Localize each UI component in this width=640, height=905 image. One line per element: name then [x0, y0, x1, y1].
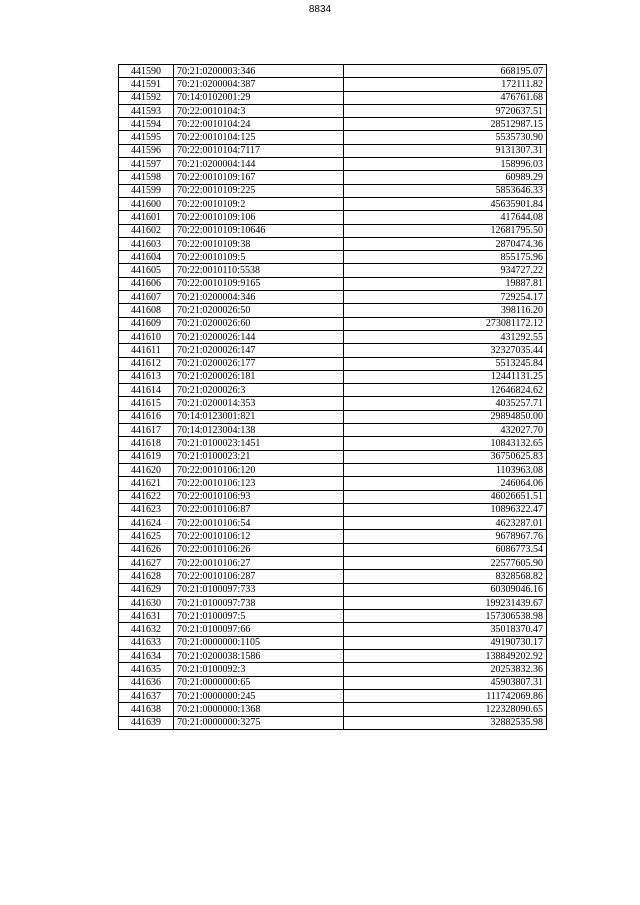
row-number: 441601	[119, 211, 174, 224]
table-row	[119, 570, 547, 583]
row-number: 441613	[119, 370, 174, 383]
cadastral-number: 70:22:0010109:38	[174, 237, 344, 250]
cadastral-number: 70:22:0010104:24	[174, 118, 344, 131]
row-number: 441590	[119, 65, 174, 78]
row-number: 441610	[119, 330, 174, 343]
cadastral-number: 70:21:0200026:3	[174, 384, 344, 397]
value: 28512987.15	[344, 118, 547, 131]
row-number: 441620	[119, 463, 174, 476]
cadastral-number: 70:22:0010109:5	[174, 251, 344, 264]
value: 45903807.31	[344, 676, 547, 689]
table-body	[119, 65, 547, 730]
row-number: 441593	[119, 104, 174, 117]
value: 45635901.84	[344, 197, 547, 210]
table-row	[119, 463, 547, 476]
table-row	[119, 384, 547, 397]
cadastral-number: 70:22:0010104:7117	[174, 144, 344, 157]
table-row	[119, 118, 547, 131]
cadastral-number: 70:22:0010109:2	[174, 197, 344, 210]
table-row	[119, 237, 547, 250]
table-row	[119, 424, 547, 437]
value: 855175.96	[344, 251, 547, 264]
cadastral-number: 70:21:0100097:738	[174, 596, 344, 609]
row-number: 441598	[119, 171, 174, 184]
cadastral-number: 70:21:0200004:346	[174, 291, 344, 304]
row-number: 441629	[119, 583, 174, 596]
value: 4623287.01	[344, 517, 547, 530]
table-row	[119, 65, 547, 78]
cadastral-number: 70:21:0100023:21	[174, 450, 344, 463]
value: 4035257.71	[344, 397, 547, 410]
table-row	[119, 211, 547, 224]
row-number: 441633	[119, 636, 174, 649]
value: 246064.06	[344, 477, 547, 490]
value: 9678967.76	[344, 530, 547, 543]
value: 122328090.65	[344, 703, 547, 716]
value: 476761.68	[344, 91, 547, 104]
row-number: 441617	[119, 424, 174, 437]
cadastral-number: 70:14:0123001:821	[174, 410, 344, 423]
value: 12646824.62	[344, 384, 547, 397]
value: 36750625.83	[344, 450, 547, 463]
table-row	[119, 224, 547, 237]
cadastral-number: 70:14:0123004:138	[174, 424, 344, 437]
cadastral-number: 70:21:0000000:1368	[174, 703, 344, 716]
cadastral-number: 70:22:0010109:106	[174, 211, 344, 224]
row-number: 441636	[119, 676, 174, 689]
value: 49190730.17	[344, 636, 547, 649]
row-number: 441638	[119, 703, 174, 716]
cadastral-number: 70:21:0200004:144	[174, 158, 344, 171]
cadastral-number: 70:22:0010106:123	[174, 477, 344, 490]
table-row	[119, 437, 547, 450]
value: 8328568.82	[344, 570, 547, 583]
table-row	[119, 650, 547, 663]
table-row	[119, 450, 547, 463]
value: 60989.29	[344, 171, 547, 184]
cadastral-number: 70:21:0000000:3275	[174, 716, 344, 729]
table-row	[119, 716, 547, 729]
row-number: 441625	[119, 530, 174, 543]
value: 60309046.16	[344, 583, 547, 596]
value: 172111.82	[344, 78, 547, 91]
row-number: 441600	[119, 197, 174, 210]
cadastral-number: 70:21:0200026:177	[174, 357, 344, 370]
row-number: 441603	[119, 237, 174, 250]
value: 9131307.31	[344, 144, 547, 157]
cadastral-number: 70:21:0200003:346	[174, 65, 344, 78]
cadastral-number: 70:21:0000000:1105	[174, 636, 344, 649]
cadastral-number: 70:22:0010106:26	[174, 543, 344, 556]
row-number: 441634	[119, 650, 174, 663]
row-number: 441632	[119, 623, 174, 636]
table-row	[119, 663, 547, 676]
value: 138849202.92	[344, 650, 547, 663]
value: 273081172.12	[344, 317, 547, 330]
table-row	[119, 91, 547, 104]
cadastral-number: 70:21:0100097:66	[174, 623, 344, 636]
cadastral-number: 70:22:0010106:27	[174, 556, 344, 569]
table-row	[119, 277, 547, 290]
table-row	[119, 477, 547, 490]
cadastral-number: 70:22:0010110:5538	[174, 264, 344, 277]
table-row	[119, 197, 547, 210]
cadastral-number: 70:21:0100023:1451	[174, 437, 344, 450]
table-row	[119, 158, 547, 171]
table-row	[119, 490, 547, 503]
row-number: 441616	[119, 410, 174, 423]
cadastral-number: 70:21:0200038:1586	[174, 650, 344, 663]
value: 432027.70	[344, 424, 547, 437]
row-number: 441604	[119, 251, 174, 264]
table-row	[119, 596, 547, 609]
table-row	[119, 291, 547, 304]
row-number: 441607	[119, 291, 174, 304]
cadastral-number: 70:22:0010104:3	[174, 104, 344, 117]
value: 199231439.67	[344, 596, 547, 609]
cadastral-number: 70:22:0010106:54	[174, 517, 344, 530]
cadastral-number: 70:21:0200026:181	[174, 370, 344, 383]
value: 934727.22	[344, 264, 547, 277]
row-number: 441639	[119, 716, 174, 729]
value: 35018370.47	[344, 623, 547, 636]
value: 22577605.90	[344, 556, 547, 569]
cadastral-number: 70:21:0200014:353	[174, 397, 344, 410]
cadastral-number: 70:21:0100092:3	[174, 663, 344, 676]
cadastral-number: 70:21:0200004:387	[174, 78, 344, 91]
table-row	[119, 144, 547, 157]
row-number: 441611	[119, 344, 174, 357]
row-number: 441605	[119, 264, 174, 277]
table-row	[119, 264, 547, 277]
row-number: 441622	[119, 490, 174, 503]
cadastral-number: 70:21:0200026:147	[174, 344, 344, 357]
cadastral-number: 70:22:0010106:12	[174, 530, 344, 543]
row-number: 441621	[119, 477, 174, 490]
table-row	[119, 357, 547, 370]
cadastral-number: 70:22:0010109:10646	[174, 224, 344, 237]
table-row	[119, 517, 547, 530]
cadastral-number: 70:22:0010106:287	[174, 570, 344, 583]
value: 10896322.47	[344, 503, 547, 516]
row-number: 441591	[119, 78, 174, 91]
table-row	[119, 370, 547, 383]
cadastral-number: 70:22:0010109:225	[174, 184, 344, 197]
row-number: 441623	[119, 503, 174, 516]
value: 729254.17	[344, 291, 547, 304]
row-number: 441599	[119, 184, 174, 197]
cadastral-number: 70:21:0200026:144	[174, 330, 344, 343]
row-number: 441606	[119, 277, 174, 290]
data-table	[118, 64, 547, 730]
cadastral-number: 70:22:0010109:9165	[174, 277, 344, 290]
row-number: 441626	[119, 543, 174, 556]
table-row	[119, 703, 547, 716]
table-row	[119, 689, 547, 702]
table-row	[119, 104, 547, 117]
value: 5535730.90	[344, 131, 547, 144]
table-row	[119, 78, 547, 91]
row-number: 441615	[119, 397, 174, 410]
row-number: 441630	[119, 596, 174, 609]
value: 398116.20	[344, 304, 547, 317]
cadastral-number: 70:22:0010109:167	[174, 171, 344, 184]
row-number: 441637	[119, 689, 174, 702]
table-row	[119, 304, 547, 317]
table-row	[119, 503, 547, 516]
value: 12441131.25	[344, 370, 547, 383]
value: 32882535.98	[344, 716, 547, 729]
table-row	[119, 397, 547, 410]
value: 668195.07	[344, 65, 547, 78]
value: 12681795.50	[344, 224, 547, 237]
value: 19887.81	[344, 277, 547, 290]
table-row	[119, 171, 547, 184]
row-number: 441595	[119, 131, 174, 144]
row-number: 441612	[119, 357, 174, 370]
row-number: 441619	[119, 450, 174, 463]
cadastral-number: 70:21:0100097:733	[174, 583, 344, 596]
row-number: 441608	[119, 304, 174, 317]
value: 10843132.65	[344, 437, 547, 450]
value: 32327035.44	[344, 344, 547, 357]
table-row	[119, 556, 547, 569]
table-row	[119, 344, 547, 357]
row-number: 441618	[119, 437, 174, 450]
cadastral-number: 70:14:0102001:29	[174, 91, 344, 104]
table-row	[119, 330, 547, 343]
table-row	[119, 131, 547, 144]
cadastral-number: 70:22:0010106:120	[174, 463, 344, 476]
cadastral-number: 70:21:0000000:65	[174, 676, 344, 689]
table-row	[119, 530, 547, 543]
value: 158996.03	[344, 158, 547, 171]
value: 46026651.51	[344, 490, 547, 503]
table-row	[119, 636, 547, 649]
value: 157306538.98	[344, 610, 547, 623]
row-number: 441602	[119, 224, 174, 237]
row-number: 441628	[119, 570, 174, 583]
cadastral-number: 70:22:0010104:125	[174, 131, 344, 144]
table-row	[119, 317, 547, 330]
table-row	[119, 184, 547, 197]
row-number: 441631	[119, 610, 174, 623]
page-number: 8834	[308, 4, 332, 15]
table-row	[119, 583, 547, 596]
value: 417644.08	[344, 211, 547, 224]
table-row	[119, 410, 547, 423]
cadastral-number: 70:21:0200026:60	[174, 317, 344, 330]
row-number: 441609	[119, 317, 174, 330]
table-row	[119, 676, 547, 689]
row-number: 441627	[119, 556, 174, 569]
cadastral-number: 70:21:0100097:5	[174, 610, 344, 623]
row-number: 441596	[119, 144, 174, 157]
cadastral-number: 70:22:0010106:93	[174, 490, 344, 503]
value: 9720637.51	[344, 104, 547, 117]
value: 6086773.54	[344, 543, 547, 556]
cadastral-number: 70:21:0000000:245	[174, 689, 344, 702]
value: 20253832.36	[344, 663, 547, 676]
value: 5853646.33	[344, 184, 547, 197]
row-number: 441592	[119, 91, 174, 104]
value: 111742069.86	[344, 689, 547, 702]
value: 29894850.00	[344, 410, 547, 423]
table-row	[119, 623, 547, 636]
table-row	[119, 610, 547, 623]
row-number: 441635	[119, 663, 174, 676]
cadastral-number: 70:22:0010106:87	[174, 503, 344, 516]
table-row	[119, 543, 547, 556]
row-number: 441624	[119, 517, 174, 530]
value: 2870474.36	[344, 237, 547, 250]
table-row	[119, 251, 547, 264]
value: 1103963.08	[344, 463, 547, 476]
value: 5513245.84	[344, 357, 547, 370]
row-number: 441594	[119, 118, 174, 131]
cadastral-number: 70:21:0200026:50	[174, 304, 344, 317]
row-number: 441597	[119, 158, 174, 171]
row-number: 441614	[119, 384, 174, 397]
value: 431292.55	[344, 330, 547, 343]
